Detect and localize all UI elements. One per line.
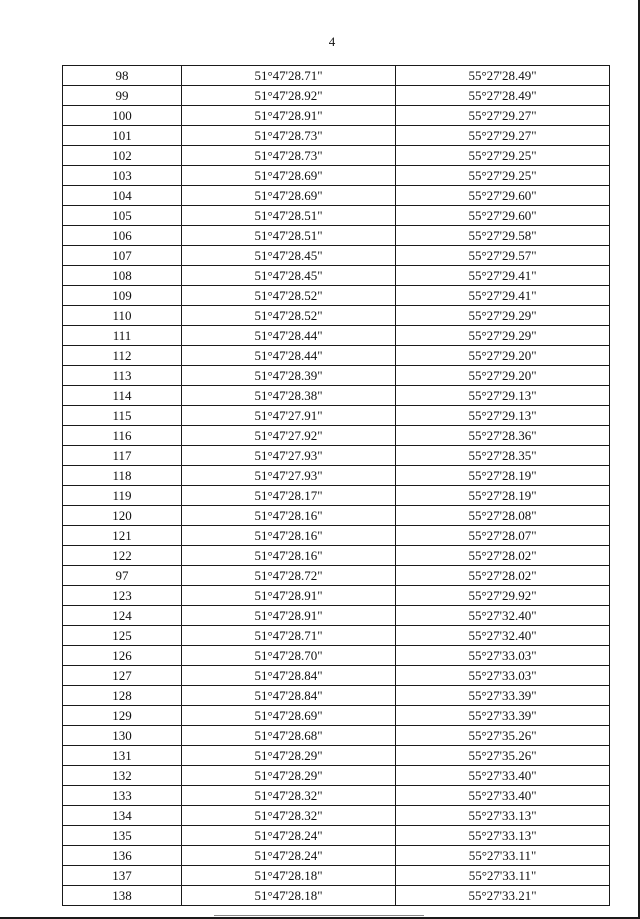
latitude-cell: 51°47'27.93" [182, 466, 396, 486]
table-row [63, 486, 610, 506]
latitude-cell: 51°47'28.16" [182, 546, 396, 566]
point-number-cell: 134 [63, 806, 182, 826]
point-number-cell: 111 [63, 326, 182, 346]
latitude-cell: 51°47'28.71" [182, 626, 396, 646]
bottom-divider [214, 915, 424, 916]
point-number-cell: 138 [63, 886, 182, 906]
longitude-cell: 55°27'33.40" [396, 766, 610, 786]
latitude-cell: 51°47'28.17" [182, 486, 396, 506]
latitude-cell: 51°47'28.18" [182, 886, 396, 906]
table-row [63, 346, 610, 366]
latitude-cell: 51°47'28.32" [182, 786, 396, 806]
point-number-cell: 110 [63, 306, 182, 326]
longitude-cell: 55°27'33.21" [396, 886, 610, 906]
table-row [63, 426, 610, 446]
table-row [63, 466, 610, 486]
table-row [63, 86, 610, 106]
latitude-cell: 51°47'28.73" [182, 146, 396, 166]
latitude-cell: 51°47'28.29" [182, 746, 396, 766]
point-number-cell: 129 [63, 706, 182, 726]
longitude-cell: 55°27'28.49" [396, 86, 610, 106]
latitude-cell: 51°47'28.73" [182, 126, 396, 146]
latitude-cell: 51°47'27.93" [182, 446, 396, 466]
longitude-cell: 55°27'33.03" [396, 646, 610, 666]
latitude-cell: 51°47'28.16" [182, 506, 396, 526]
longitude-cell: 55°27'33.13" [396, 826, 610, 846]
table-row [63, 186, 610, 206]
longitude-cell: 55°27'35.26" [396, 726, 610, 746]
point-number-cell: 98 [63, 66, 182, 86]
table-row [63, 66, 610, 86]
longitude-cell: 55°27'29.20" [396, 346, 610, 366]
table-row [63, 166, 610, 186]
table-row [63, 106, 610, 126]
point-number-cell: 122 [63, 546, 182, 566]
table-row [63, 626, 610, 646]
longitude-cell: 55°27'29.27" [396, 106, 610, 126]
longitude-cell: 55°27'33.39" [396, 686, 610, 706]
latitude-cell: 51°47'28.72" [182, 566, 396, 586]
point-number-cell: 104 [63, 186, 182, 206]
latitude-cell: 51°47'28.45" [182, 246, 396, 266]
point-number-cell: 97 [63, 566, 182, 586]
table-row [63, 786, 610, 806]
point-number-cell: 131 [63, 746, 182, 766]
latitude-cell: 51°47'28.44" [182, 346, 396, 366]
point-number-cell: 126 [63, 646, 182, 666]
table-row [63, 726, 610, 746]
table-row [63, 126, 610, 146]
point-number-cell: 115 [63, 406, 182, 426]
latitude-cell: 51°47'28.24" [182, 846, 396, 866]
table-row [63, 286, 610, 306]
longitude-cell: 55°27'29.41" [396, 286, 610, 306]
longitude-cell: 55°27'28.19" [396, 466, 610, 486]
latitude-cell: 51°47'28.16" [182, 526, 396, 546]
latitude-cell: 51°47'28.18" [182, 866, 396, 886]
table-row [63, 686, 610, 706]
point-number-cell: 101 [63, 126, 182, 146]
longitude-cell: 55°27'29.29" [396, 326, 610, 346]
table-row [63, 846, 610, 866]
point-number-cell: 133 [63, 786, 182, 806]
longitude-cell: 55°27'28.35" [396, 446, 610, 466]
longitude-cell: 55°27'29.13" [396, 406, 610, 426]
longitude-cell: 55°27'28.02" [396, 566, 610, 586]
longitude-cell: 55°27'33.13" [396, 806, 610, 826]
point-number-cell: 99 [63, 86, 182, 106]
longitude-cell: 55°27'29.60" [396, 186, 610, 206]
latitude-cell: 51°47'28.69" [182, 186, 396, 206]
longitude-cell: 55°27'29.25" [396, 166, 610, 186]
table-row [63, 506, 610, 526]
longitude-cell: 55°27'29.57" [396, 246, 610, 266]
point-number-cell: 123 [63, 586, 182, 606]
longitude-cell: 55°27'29.92" [396, 586, 610, 606]
point-number-cell: 112 [63, 346, 182, 366]
longitude-cell: 55°27'29.41" [396, 266, 610, 286]
table-row [63, 566, 610, 586]
table-row [63, 326, 610, 346]
point-number-cell: 130 [63, 726, 182, 746]
latitude-cell: 51°47'28.91" [182, 106, 396, 126]
table-row [63, 526, 610, 546]
point-number-cell: 103 [63, 166, 182, 186]
point-number-cell: 128 [63, 686, 182, 706]
longitude-cell: 55°27'28.08" [396, 506, 610, 526]
longitude-cell: 55°27'35.26" [396, 746, 610, 766]
latitude-cell: 51°47'28.38" [182, 386, 396, 406]
table-row [63, 706, 610, 726]
longitude-cell: 55°27'29.20" [396, 366, 610, 386]
point-number-cell: 135 [63, 826, 182, 846]
point-number-cell: 116 [63, 426, 182, 446]
table-row [63, 886, 610, 906]
latitude-cell: 51°47'28.39" [182, 366, 396, 386]
latitude-cell: 51°47'28.45" [182, 266, 396, 286]
point-number-cell: 132 [63, 766, 182, 786]
latitude-cell: 51°47'28.69" [182, 706, 396, 726]
point-number-cell: 121 [63, 526, 182, 546]
point-number-cell: 108 [63, 266, 182, 286]
table-row [63, 606, 610, 626]
point-number-cell: 124 [63, 606, 182, 626]
table-row [63, 666, 610, 686]
point-number-cell: 102 [63, 146, 182, 166]
table-row [63, 306, 610, 326]
table-row [63, 866, 610, 886]
latitude-cell: 51°47'28.84" [182, 666, 396, 686]
longitude-cell: 55°27'33.03" [396, 666, 610, 686]
page-number: 4 [328, 34, 336, 49]
longitude-cell: 55°27'29.13" [396, 386, 610, 406]
table-row [63, 446, 610, 466]
table-row [63, 146, 610, 166]
longitude-cell: 55°27'32.40" [396, 606, 610, 626]
point-number-cell: 113 [63, 366, 182, 386]
longitude-cell: 55°27'28.02" [396, 546, 610, 566]
table-row [63, 226, 610, 246]
latitude-cell: 51°47'28.44" [182, 326, 396, 346]
point-number-cell: 117 [63, 446, 182, 466]
coordinates-table-body [63, 66, 610, 906]
latitude-cell: 51°47'28.91" [182, 606, 396, 626]
point-number-cell: 107 [63, 246, 182, 266]
longitude-cell: 55°27'33.39" [396, 706, 610, 726]
table-row [63, 546, 610, 566]
point-number-cell: 114 [63, 386, 182, 406]
point-number-cell: 136 [63, 846, 182, 866]
table-row [63, 266, 610, 286]
latitude-cell: 51°47'28.91" [182, 586, 396, 606]
point-number-cell: 127 [63, 666, 182, 686]
table-row [63, 766, 610, 786]
longitude-cell: 55°27'28.49" [396, 66, 610, 86]
point-number-cell: 109 [63, 286, 182, 306]
latitude-cell: 51°47'27.91" [182, 406, 396, 426]
longitude-cell: 55°27'33.40" [396, 786, 610, 806]
point-number-cell: 106 [63, 226, 182, 246]
table-row [63, 646, 610, 666]
longitude-cell: 55°27'29.25" [396, 146, 610, 166]
point-number-cell: 119 [63, 486, 182, 506]
longitude-cell: 55°27'29.27" [396, 126, 610, 146]
latitude-cell: 51°47'28.71" [182, 66, 396, 86]
latitude-cell: 51°47'28.52" [182, 306, 396, 326]
longitude-cell: 55°27'29.60" [396, 206, 610, 226]
table-row [63, 206, 610, 226]
latitude-cell: 51°47'28.70" [182, 646, 396, 666]
longitude-cell: 55°27'29.29" [396, 306, 610, 326]
latitude-cell: 51°47'28.84" [182, 686, 396, 706]
longitude-cell: 55°27'33.11" [396, 846, 610, 866]
table-row [63, 586, 610, 606]
table-row [63, 406, 610, 426]
latitude-cell: 51°47'28.52" [182, 286, 396, 306]
latitude-cell: 51°47'28.51" [182, 226, 396, 246]
longitude-cell: 55°27'28.19" [396, 486, 610, 506]
latitude-cell: 51°47'28.51" [182, 206, 396, 226]
point-number-cell: 118 [63, 466, 182, 486]
point-number-cell: 105 [63, 206, 182, 226]
table-row [63, 746, 610, 766]
point-number-cell: 120 [63, 506, 182, 526]
table-row [63, 386, 610, 406]
latitude-cell: 51°47'28.32" [182, 806, 396, 826]
table-row [63, 366, 610, 386]
longitude-cell: 55°27'33.11" [396, 866, 610, 886]
longitude-cell: 55°27'32.40" [396, 626, 610, 646]
point-number-cell: 137 [63, 866, 182, 886]
point-number-cell: 125 [63, 626, 182, 646]
point-number-cell: 100 [63, 106, 182, 126]
latitude-cell: 51°47'28.69" [182, 166, 396, 186]
table-row [63, 806, 610, 826]
latitude-cell: 51°47'27.92" [182, 426, 396, 446]
longitude-cell: 55°27'29.58" [396, 226, 610, 246]
latitude-cell: 51°47'28.24" [182, 826, 396, 846]
latitude-cell: 51°47'28.68" [182, 726, 396, 746]
longitude-cell: 55°27'28.36" [396, 426, 610, 446]
coordinates-table [62, 65, 610, 906]
longitude-cell: 55°27'28.07" [396, 526, 610, 546]
table-row [63, 826, 610, 846]
latitude-cell: 51°47'28.29" [182, 766, 396, 786]
table-row [63, 246, 610, 266]
latitude-cell: 51°47'28.92" [182, 86, 396, 106]
